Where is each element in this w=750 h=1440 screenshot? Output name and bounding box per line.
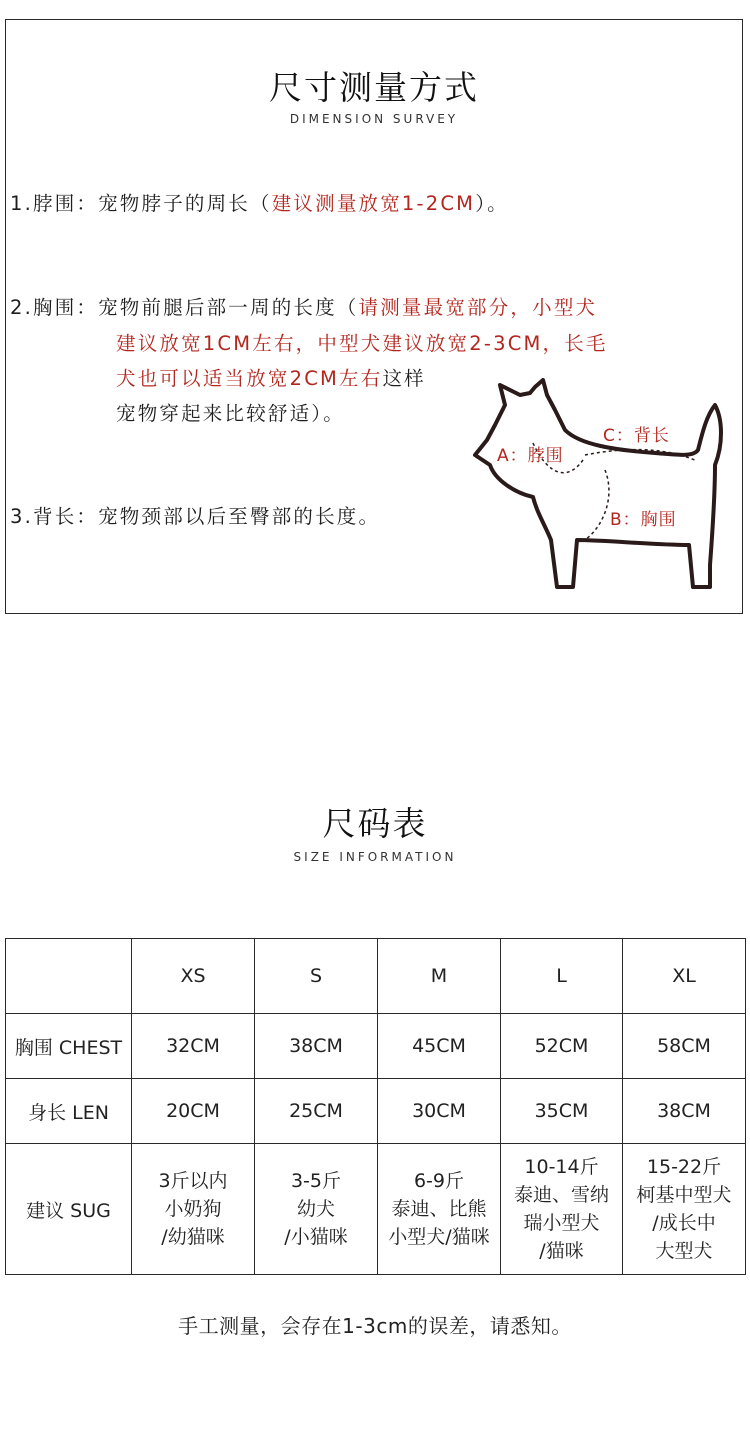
table-cell: 6-9斤 泰迪、比熊 小型犬/猫咪: [378, 1144, 501, 1275]
chest-line3-suffix: 这样: [382, 367, 426, 390]
chest-highlight-3: 犬也可以适当放宽2CM左右: [116, 367, 383, 390]
measurement-subtitle: DIMENSION SURVEY: [289, 112, 459, 126]
row-label-sug: 建议 SUG: [6, 1144, 132, 1275]
chest-line-3: [116, 363, 426, 391]
table-cell: 20CM: [132, 1079, 255, 1144]
table-cell: 25CM: [255, 1079, 378, 1144]
neck-highlight: 建议测量放宽1-2CM: [271, 192, 476, 215]
header-m: M: [378, 939, 501, 1014]
size-table: [5, 938, 746, 1275]
table-cell: 35CM: [501, 1079, 623, 1144]
measure-item-chest: [10, 292, 597, 320]
table-cell: 52CM: [501, 1014, 623, 1079]
measurement-title: 尺寸测量方式: [269, 68, 479, 107]
measurement-note: 手工测量，会存在1-3cm的误差，请悉知。: [178, 1314, 572, 1338]
header-xl: XL: [623, 939, 746, 1014]
table-row: [6, 1144, 746, 1275]
dog-outline: [475, 380, 721, 587]
table-cell: 10-14斤 泰迪、雪纳 瑞小型犬 /猫咪: [501, 1144, 623, 1275]
table-cell: 15-22斤 柯基中型犬 /成长中 大型犬: [623, 1144, 746, 1275]
table-cell: 30CM: [378, 1079, 501, 1144]
size-title: 尺码表: [322, 804, 428, 843]
measure-item-neck: [10, 188, 509, 216]
table-row: [6, 1014, 746, 1079]
table-cell: 3斤以内 小奶狗 /幼猫咪: [132, 1144, 255, 1275]
measure-item-back: 3.背长：宠物颈部以后至臀部的长度。: [10, 505, 381, 528]
chest-line-4: 宠物穿起来比较舒适）。: [116, 402, 345, 425]
row-label-len: 身长 LEN: [6, 1079, 132, 1144]
table-cell: 3-5斤 幼犬 /小猫咪: [255, 1144, 378, 1275]
header-l: L: [501, 939, 623, 1014]
dog-diagram: [465, 365, 735, 595]
header-s: S: [255, 939, 378, 1014]
table-header-row: [6, 939, 746, 1014]
table-cell: 32CM: [132, 1014, 255, 1079]
table-row: [6, 1079, 746, 1144]
chest-prefix: 2.胸围：宠物前腿后部一周的长度（: [10, 296, 359, 319]
neck-prefix: 1.脖围：宠物脖子的周长（: [10, 192, 272, 215]
table-cell: 58CM: [623, 1014, 746, 1079]
header-xs: XS: [132, 939, 255, 1014]
neck-suffix: ）。: [475, 192, 509, 215]
table-cell: 38CM: [623, 1079, 746, 1144]
table-cell: 45CM: [378, 1014, 501, 1079]
size-subtitle: SIZE INFORMATION: [293, 850, 457, 864]
chest-highlight-1: 请测量最宽部分，小型犬: [358, 296, 598, 319]
table-cell: 38CM: [255, 1014, 378, 1079]
chest-measure-line: [585, 470, 609, 540]
header-cell-empty: [6, 939, 132, 1014]
dog-label-chest: B：胸围: [610, 510, 677, 530]
chest-highlight-2: 建议放宽1CM左右，中型犬建议放宽2-3CM，长毛: [116, 332, 608, 355]
dog-label-back: C：背长: [603, 426, 670, 446]
dog-label-neck: A：脖围: [497, 446, 564, 466]
row-label-chest: 胸围 CHEST: [6, 1014, 132, 1079]
